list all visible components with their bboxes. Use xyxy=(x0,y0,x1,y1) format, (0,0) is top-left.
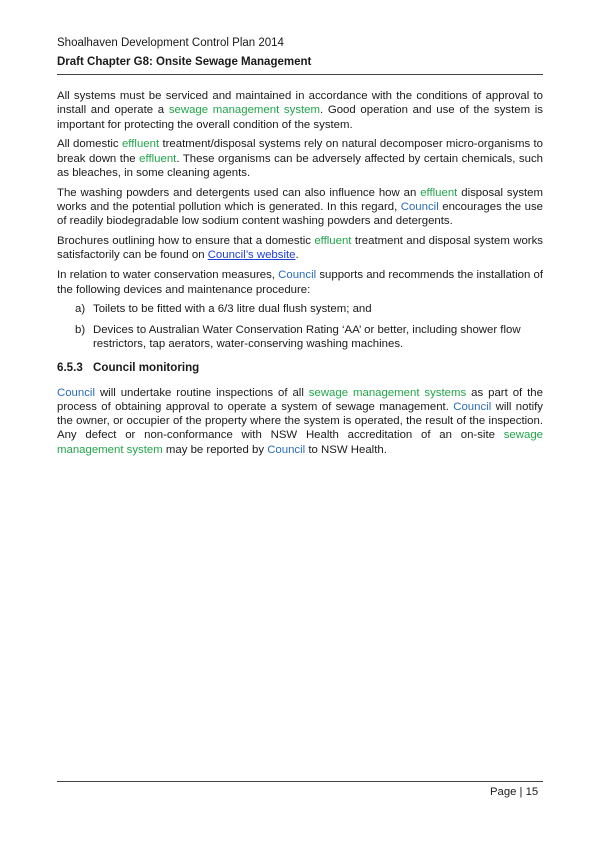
device-list xyxy=(57,302,543,351)
footer-rule xyxy=(57,781,543,782)
list-item-text: Toilets to be fitted with a 6/3 litre dual flush system; and xyxy=(93,303,372,316)
paragraph-3: The washing powders and detergents used can also influence how an effluent disposal system works and the potential pollution which is generated. In this regard, Council encourages the use of readily biodegradable low sodium content washing powders and detergents. xyxy=(57,186,543,228)
paragraph-6: Council will undertake routine inspections of all sewage management systems as part of the process of obtaining approval to operate a system of sewage management. Council will notify the owner, or occupier of the property where the system is operated, the result of the inspection. Any defect or non-conformance with NSW Health accreditation of an on-site sewage management system may be reported by Council to NSW Health. xyxy=(57,386,543,456)
section-heading xyxy=(57,361,543,375)
paragraph-5: In relation to water conservation measures, Council supports and recommends the installation of the following devices and maintenance procedure: xyxy=(57,269,543,296)
council-term[interactable]: Council xyxy=(400,201,439,214)
paragraph-4: Brochures outlining how to ensure that a domestic effluent treatment and disposal system works satisfactorily can be found on Council’s website. xyxy=(57,235,543,262)
document-title: Shoalhaven Development Control Plan 2014 xyxy=(57,37,284,49)
glossary-term[interactable]: sewage management system xyxy=(168,104,321,117)
council-term[interactable]: Council xyxy=(57,386,95,399)
list-item xyxy=(57,323,543,352)
list-item-text: Devices to Australian Water Conservation Rating ‘AA’ or better, including shower flow restrictors, tap aerators, water-conserving washing machines. xyxy=(93,323,521,350)
glossary-term[interactable]: effluent xyxy=(314,235,352,248)
page-header xyxy=(57,36,543,70)
page-body xyxy=(57,89,543,463)
council-website-link[interactable]: Council’s website xyxy=(207,249,296,262)
paragraph-1: All systems must be serviced and maintained in accordance with the conditions of approval to install and operate a sewage management system. Good operation and use of the system is important for protecting the overall condition of the system. xyxy=(57,90,543,131)
glossary-term[interactable]: sewage management systems xyxy=(308,386,467,399)
council-term[interactable]: Council xyxy=(453,400,492,413)
glossary-term[interactable]: sewage management system xyxy=(57,429,543,456)
council-term[interactable]: Council xyxy=(278,269,317,282)
list-item xyxy=(57,302,543,316)
section-number: 6.5.3 xyxy=(57,361,83,375)
list-marker: b) xyxy=(75,323,86,336)
glossary-term[interactable]: effluent xyxy=(139,152,177,165)
page-number: Page | 15 xyxy=(490,786,539,798)
header-rule xyxy=(57,74,543,75)
council-term[interactable]: Council xyxy=(267,443,306,456)
glossary-term[interactable]: effluent xyxy=(121,138,160,151)
list-marker: a) xyxy=(75,303,86,316)
glossary-term[interactable]: effluent xyxy=(420,186,458,199)
chapter-title: Draft Chapter G8: Onsite Sewage Management xyxy=(57,56,312,68)
paragraph-2: All domestic effluent treatment/disposal systems rely on natural decomposer micro-organisms to break down the effluent. These organisms can be adversely affected by certain chemicals, such as bleaches, in some cleaning agents. xyxy=(57,138,543,179)
section-title: Council monitoring xyxy=(93,361,200,375)
